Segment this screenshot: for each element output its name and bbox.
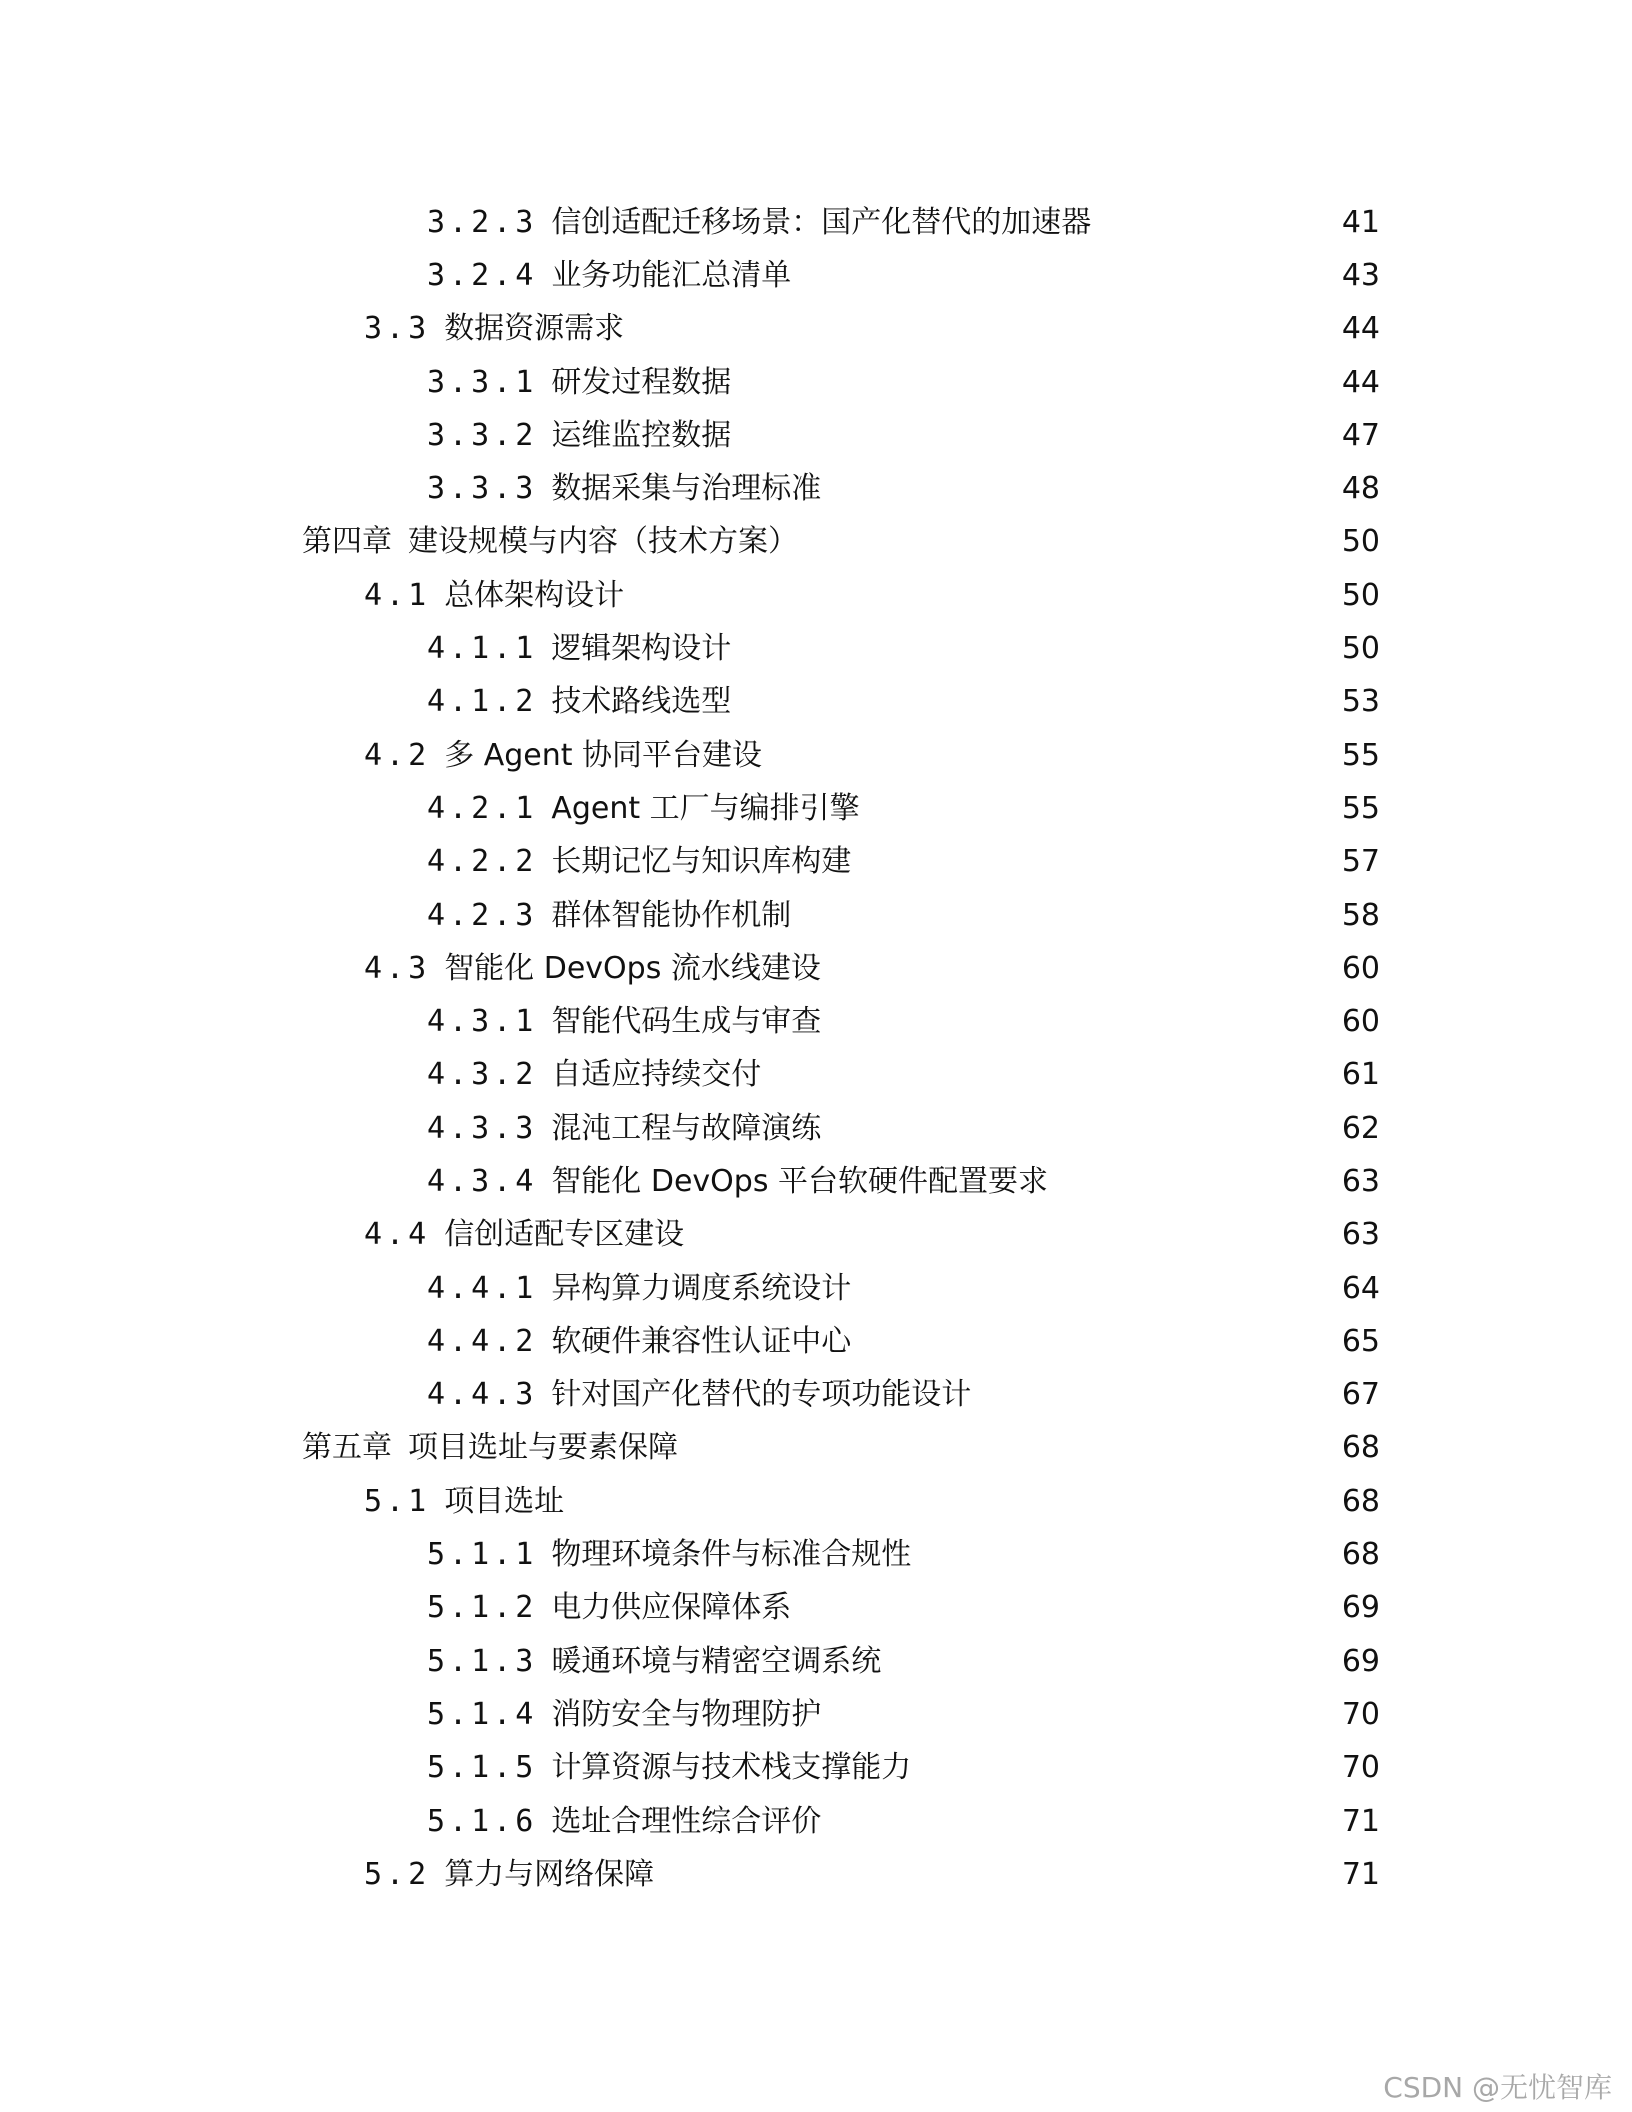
toc-entry-page-number: 41 (1341, 204, 1380, 240)
toc-dot-leader (921, 1753, 1330, 1783)
toc-entry[interactable] (0, 249, 1632, 302)
toc-dot-leader (831, 1114, 1330, 1144)
toc-dot-leader (891, 1647, 1330, 1677)
toc-entry-title: 智能化 DevOps 流水线建设 (444, 950, 821, 986)
toc-entry-number: 4.2.3 (427, 897, 538, 933)
toc-entry[interactable] (0, 729, 1632, 782)
toc-entry-number: 5.1.3 (427, 1643, 538, 1679)
toc-dot-leader (664, 1860, 1330, 1890)
toc-entry-title: 项目选址 (444, 1483, 565, 1519)
toc-entry-number: 5.1.6 (427, 1803, 538, 1839)
toc-entry[interactable] (0, 1315, 1632, 1368)
toc-entry-number: 4.4.2 (427, 1323, 538, 1359)
toc-dot-leader (861, 847, 1330, 877)
toc-entry-page-number: 61 (1341, 1057, 1380, 1093)
toc-dot-leader (772, 741, 1330, 771)
toc-dot-leader (831, 1807, 1330, 1837)
toc-dot-leader (801, 901, 1330, 931)
toc-entry-title: 物理环境条件与标准合规性 (551, 1537, 912, 1573)
toc-entry-number: 第五章 (302, 1430, 392, 1466)
toc-entry-number: 3.3 (364, 311, 431, 347)
toc-entry-title: 业务功能汇总清单 (551, 257, 792, 293)
toc-entry-title: 多 Agent 协同平台建设 (444, 737, 763, 773)
toc-dot-leader (688, 1433, 1330, 1463)
toc-entry-page-number: 71 (1341, 1856, 1380, 1892)
toc-entry-number: 3.3.2 (427, 417, 538, 453)
toc-entry-page-number: 68 (1341, 1430, 1380, 1466)
toc-entry-title: 针对国产化替代的专项功能设计 (551, 1377, 972, 1413)
toc-entry-page-number: 70 (1341, 1750, 1380, 1786)
toc-entry-title: 消防安全与物理防护 (551, 1696, 822, 1732)
toc-dot-leader (741, 687, 1330, 717)
toc-entry-page-number: 57 (1341, 844, 1380, 880)
toc-entry[interactable] (0, 782, 1632, 835)
toc-entry-title: 项目选址与要素保障 (408, 1430, 678, 1466)
toc-entry[interactable] (0, 569, 1632, 622)
toc-entry-page-number: 63 (1341, 1217, 1380, 1253)
toc-entry[interactable] (0, 836, 1632, 889)
toc-entry-page-number: 70 (1341, 1696, 1380, 1732)
toc-entry-page-number: 55 (1341, 737, 1380, 773)
toc-dot-leader (741, 421, 1330, 451)
toc-entry[interactable] (0, 1475, 1632, 1528)
table-of-contents (0, 196, 1632, 1902)
toc-dot-leader (694, 1220, 1330, 1250)
toc-entry[interactable] (0, 1528, 1632, 1581)
toc-dot-leader (1101, 208, 1330, 238)
toc-entry-number: 5.1.2 (427, 1590, 538, 1626)
toc-entry-title: 算力与网络保障 (444, 1856, 655, 1892)
toc-entry-number: 4.4.1 (427, 1270, 538, 1306)
toc-dot-leader (801, 261, 1330, 291)
toc-entry-title: 混沌工程与故障演练 (551, 1110, 822, 1146)
toc-entry-title: 总体架构设计 (444, 577, 625, 613)
toc-entry-page-number: 48 (1341, 471, 1380, 507)
toc-entry[interactable] (0, 995, 1632, 1048)
toc-dot-leader (831, 954, 1330, 984)
toc-dot-leader (634, 314, 1330, 344)
toc-entry-number: 第四章 (302, 524, 392, 560)
toc-entry[interactable] (0, 1742, 1632, 1795)
toc-entry-title: 电力供应保障体系 (551, 1590, 792, 1626)
toc-entry-title: 选址合理性综合评价 (551, 1803, 822, 1839)
toc-entry-page-number: 63 (1341, 1163, 1380, 1199)
toc-entry-number: 4.1 (364, 577, 431, 613)
toc-entry-title: 数据采集与治理标准 (551, 471, 822, 507)
toc-entry-title: 智能化 DevOps 平台软硬件配置要求 (551, 1163, 1048, 1199)
toc-dot-leader (1058, 1167, 1330, 1197)
toc-dot-leader (831, 1700, 1330, 1730)
toc-entry-number: 4.3.3 (427, 1110, 538, 1146)
toc-entry-title: 技术路线选型 (551, 684, 732, 720)
toc-entry-number: 4.1.2 (427, 684, 538, 720)
toc-entry[interactable] (0, 1688, 1632, 1741)
toc-entry[interactable] (0, 1102, 1632, 1155)
toc-dot-leader (634, 581, 1330, 611)
toc-entry-page-number: 64 (1341, 1270, 1380, 1306)
toc-entry-number: 3.2.4 (427, 257, 538, 293)
toc-entry-number: 5.1.1 (427, 1537, 538, 1573)
toc-dot-leader (831, 474, 1330, 504)
toc-entry[interactable] (0, 942, 1632, 995)
toc-entry-title: 信创适配专区建设 (444, 1217, 685, 1253)
toc-entry-number: 3.3.1 (427, 364, 538, 400)
toc-entry-page-number: 68 (1341, 1483, 1380, 1519)
toc-entry-page-number: 68 (1341, 1537, 1380, 1573)
toc-entry[interactable] (0, 1848, 1632, 1901)
toc-entry[interactable] (0, 676, 1632, 729)
toc-entry-page-number: 60 (1341, 950, 1380, 986)
toc-entry-number: 4.2 (364, 737, 431, 773)
toc-entry-title: 计算资源与技术栈支撑能力 (551, 1750, 912, 1786)
toc-entry[interactable] (0, 516, 1632, 569)
toc-entry-title: 建设规模与内容（技术方案） (408, 524, 798, 560)
toc-entry[interactable] (0, 1635, 1632, 1688)
toc-entry-number: 3.2.3 (427, 204, 538, 240)
toc-entry[interactable] (0, 303, 1632, 356)
toc-entry[interactable] (0, 1795, 1632, 1848)
toc-entry-title: 暖通环境与精密空调系统 (551, 1643, 882, 1679)
toc-entry-title: 运维监控数据 (551, 417, 732, 453)
toc-entry-title: 信创适配迁移场景：国产化替代的加速器 (551, 204, 1092, 240)
toc-entry-title: 数据资源需求 (444, 311, 625, 347)
toc-entry-number: 4.4 (364, 1217, 431, 1253)
toc-dot-leader (861, 1327, 1330, 1357)
toc-entry-page-number: 47 (1341, 417, 1380, 453)
csdn-watermark: CSDN @无忧智库 (1383, 2071, 1612, 2104)
toc-entry[interactable] (0, 462, 1632, 515)
toc-entry-title: 长期记忆与知识库构建 (551, 844, 852, 880)
toc-entry-page-number: 50 (1341, 524, 1380, 560)
toc-entry-page-number: 60 (1341, 1004, 1380, 1040)
toc-entry[interactable] (0, 1582, 1632, 1635)
toc-entry-title: 智能代码生成与审查 (551, 1004, 822, 1040)
toc-entry-page-number: 43 (1341, 257, 1380, 293)
toc-entry[interactable] (0, 1049, 1632, 1102)
toc-dot-leader (831, 1007, 1330, 1037)
toc-dot-leader (801, 1593, 1330, 1623)
toc-entry-page-number: 55 (1341, 790, 1380, 826)
toc-entry-number: 5.2 (364, 1856, 431, 1892)
toc-entry-number: 3.3.3 (427, 471, 538, 507)
toc-entry[interactable] (0, 622, 1632, 675)
toc-entry[interactable] (0, 889, 1632, 942)
toc-dot-leader (741, 634, 1330, 664)
toc-entry-page-number: 44 (1341, 311, 1380, 347)
toc-dot-leader (981, 1380, 1330, 1410)
toc-entry-page-number: 69 (1341, 1643, 1380, 1679)
toc-entry-number: 4.3.2 (427, 1057, 538, 1093)
toc-entry[interactable] (0, 1209, 1632, 1262)
toc-entry[interactable] (0, 196, 1632, 249)
toc-entry-page-number: 67 (1341, 1377, 1380, 1413)
toc-dot-leader (870, 794, 1330, 824)
toc-entry-number: 4.1.1 (427, 631, 538, 667)
toc-dot-leader (861, 1274, 1330, 1304)
toc-entry-number: 4.3 (364, 950, 431, 986)
toc-entry-number: 5.1.5 (427, 1750, 538, 1786)
toc-entry-title: Agent 工厂与编排引擎 (551, 790, 860, 826)
toc-entry-page-number: 44 (1341, 364, 1380, 400)
toc-dot-leader (808, 527, 1330, 557)
toc-entry-number: 4.3.4 (427, 1163, 538, 1199)
toc-entry-page-number: 69 (1341, 1590, 1380, 1626)
toc-entry-number: 4.2.2 (427, 844, 538, 880)
toc-entry-number: 4.2.1 (427, 790, 538, 826)
toc-entry-number: 5.1 (364, 1483, 431, 1519)
toc-entry-title: 群体智能协作机制 (551, 897, 792, 933)
toc-entry[interactable] (0, 1155, 1632, 1208)
toc-dot-leader (574, 1487, 1330, 1517)
toc-entry-title: 研发过程数据 (551, 364, 732, 400)
toc-entry[interactable] (0, 356, 1632, 409)
toc-entry-title: 自适应持续交付 (551, 1057, 762, 1093)
toc-dot-leader (741, 368, 1330, 398)
toc-entry[interactable] (0, 1369, 1632, 1422)
toc-entry-title: 软硬件兼容性认证中心 (551, 1323, 852, 1359)
toc-entry-page-number: 58 (1341, 897, 1380, 933)
toc-entry[interactable] (0, 1422, 1632, 1475)
toc-entry-page-number: 50 (1341, 631, 1380, 667)
toc-entry-page-number: 50 (1341, 577, 1380, 613)
toc-entry-page-number: 71 (1341, 1803, 1380, 1839)
toc-entry-page-number: 65 (1341, 1323, 1380, 1359)
toc-entry[interactable] (0, 1262, 1632, 1315)
toc-entry-title: 逻辑架构设计 (551, 631, 732, 667)
toc-entry-title: 异构算力调度系统设计 (551, 1270, 852, 1306)
toc-entry[interactable] (0, 409, 1632, 462)
toc-dot-leader (921, 1540, 1330, 1570)
toc-entry-number: 5.1.4 (427, 1696, 538, 1732)
toc-entry-page-number: 62 (1341, 1110, 1380, 1146)
toc-entry-number: 4.4.3 (427, 1377, 538, 1413)
toc-dot-leader (771, 1060, 1330, 1090)
toc-entry-number: 4.3.1 (427, 1004, 538, 1040)
toc-entry-page-number: 53 (1341, 684, 1380, 720)
